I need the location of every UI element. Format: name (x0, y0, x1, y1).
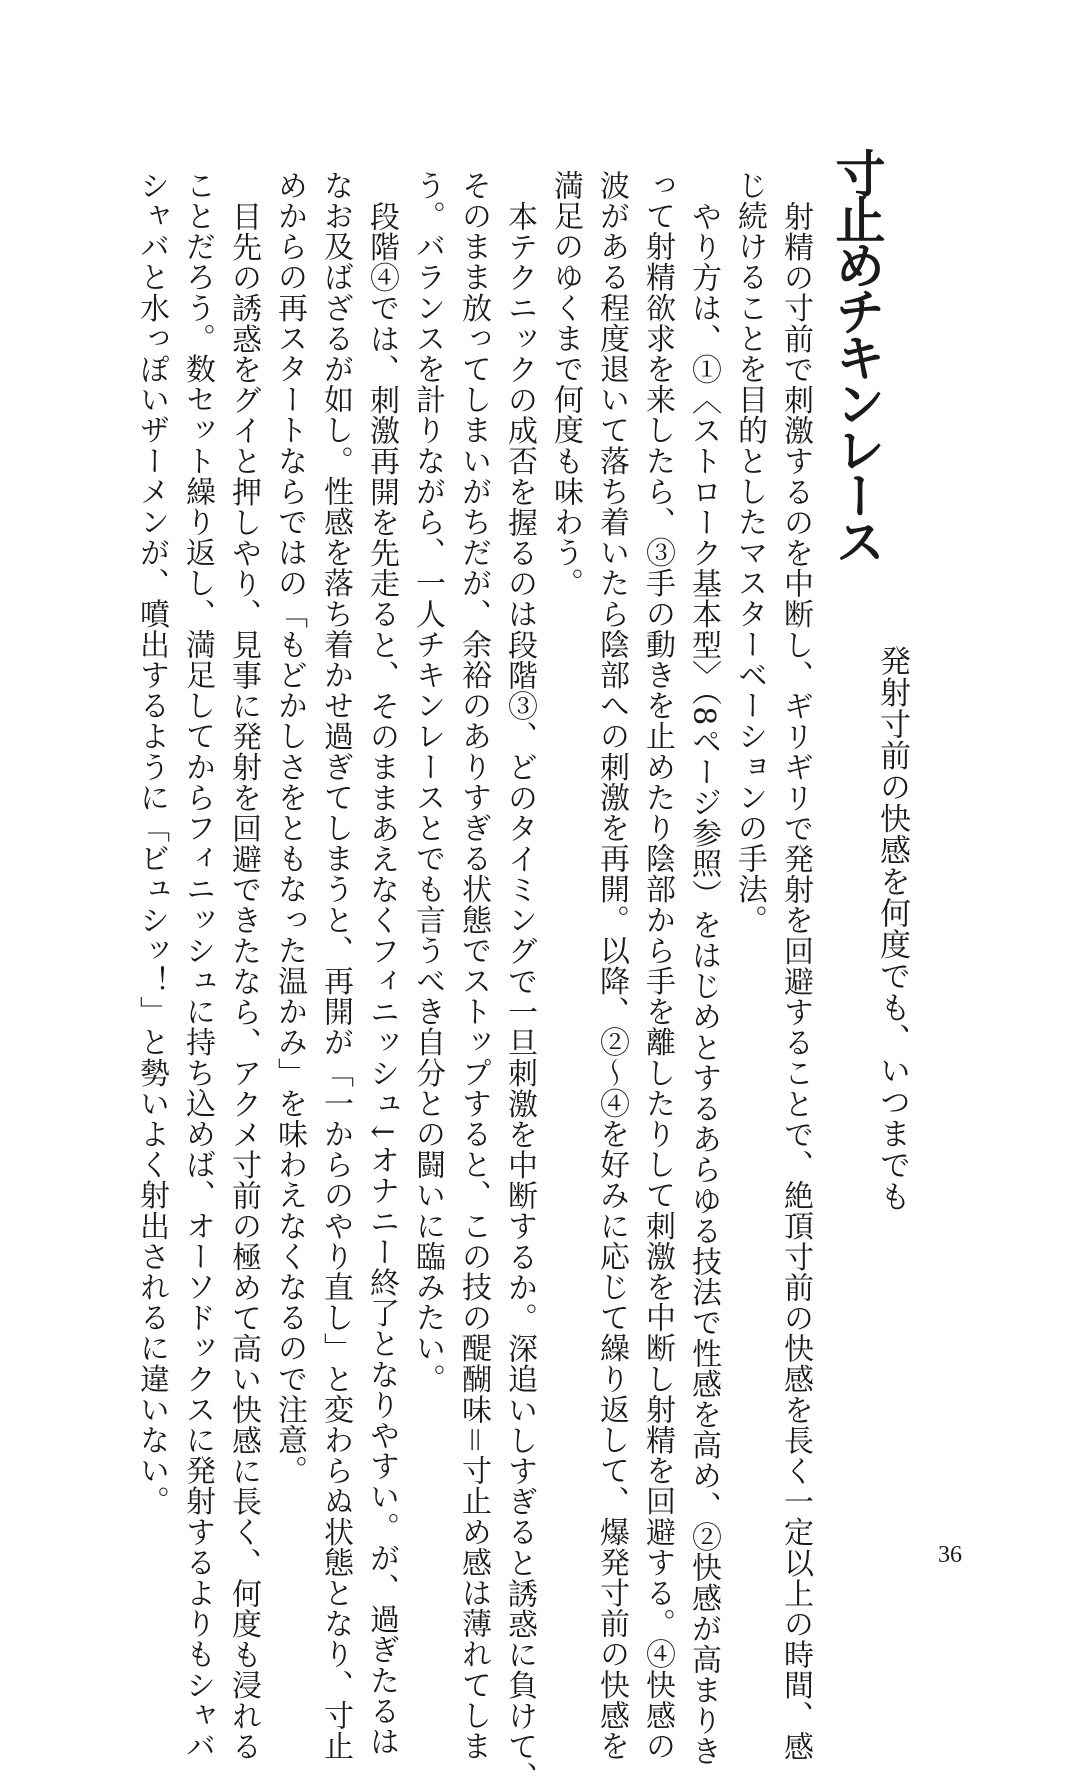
page-number: 36 (938, 1542, 962, 1568)
text-column: 段階④では、刺激再開を先走ると、そのままあえなくフィニッシュ↓オナニー終了となりやすい。が、過ぎたるは (364, 201, 399, 1757)
text-column: 波がある程度退いて落ち着いたら陰部への刺激を再開。以降、②～④を好みに応じて繰り返して、爆発寸前の快感を (594, 170, 629, 1762)
subtitle: 発射寸前の快感を何度でも、いつまでも (874, 645, 910, 1212)
text-column: う。バランスを計りながら、一人チキンレースとでも言うべき自分との闘いに臨みたい。 (410, 170, 445, 1394)
text-column: やり方は、①〈ストローク基本型〉（8ページ参照）をはじめとするあらゆる技法で性感を高め、②快感が高まりき (686, 201, 721, 1767)
text-column: 満足のゆくまで何度も味わう。 (548, 170, 583, 599)
body-text (128, 170, 818, 1792)
text-column: 目先の誘惑をグイと押しやり、見事に発射を回避できたなら、アクメ寸前の極めて高い快感に長く、何度も浸れる (226, 201, 261, 1762)
text-column: 射精の寸前で刺激するのを中断し、ギリギリで発射を回避することで、絶頂寸前の快感を長く一定以上の時間、感 (778, 201, 813, 1762)
text-column: めからの再スタートならではの「もどかしさをともなった温かみ」を味わえなくなるので注意。 (272, 170, 307, 1486)
text-column: そのまま放ってしまいがちだが、余裕のありすぎる状態でストップすると、この技の醍醐味＝寸止め感は薄れてしま (456, 170, 491, 1762)
text-column: って射精欲求を来したら、③手の動きを止めたり陰部から手を離したりして刺激を中断し射精を回避する。④快感の (640, 170, 675, 1762)
text-column: なお及ばざるが如し。性感を落ち着かせ過ぎてしまうと、再開が「一からのやり直し」と変わらぬ状態となり、寸止 (318, 170, 353, 1762)
text-column: ことだろう。数セット繰り返し、満足してからフィニッシュに持ち込めば、オーソドックスに発射するよりもシャバ (180, 170, 215, 1762)
text-column: シャバと水っぽいザーメンが、噴出するように「ビュシッ！」と勢いよく射出されるに違いない。 (134, 170, 169, 1517)
text-column: 本テクニックの成否を握るのは段階③、どのタイミングで一旦刺激を中断するか。深追いしすぎると誘惑に負けて、 (502, 201, 537, 1792)
page-title: 寸止めチキンレース (827, 148, 886, 562)
text-column: じ続けることを目的としたマスターベーションの手法。 (732, 170, 767, 935)
